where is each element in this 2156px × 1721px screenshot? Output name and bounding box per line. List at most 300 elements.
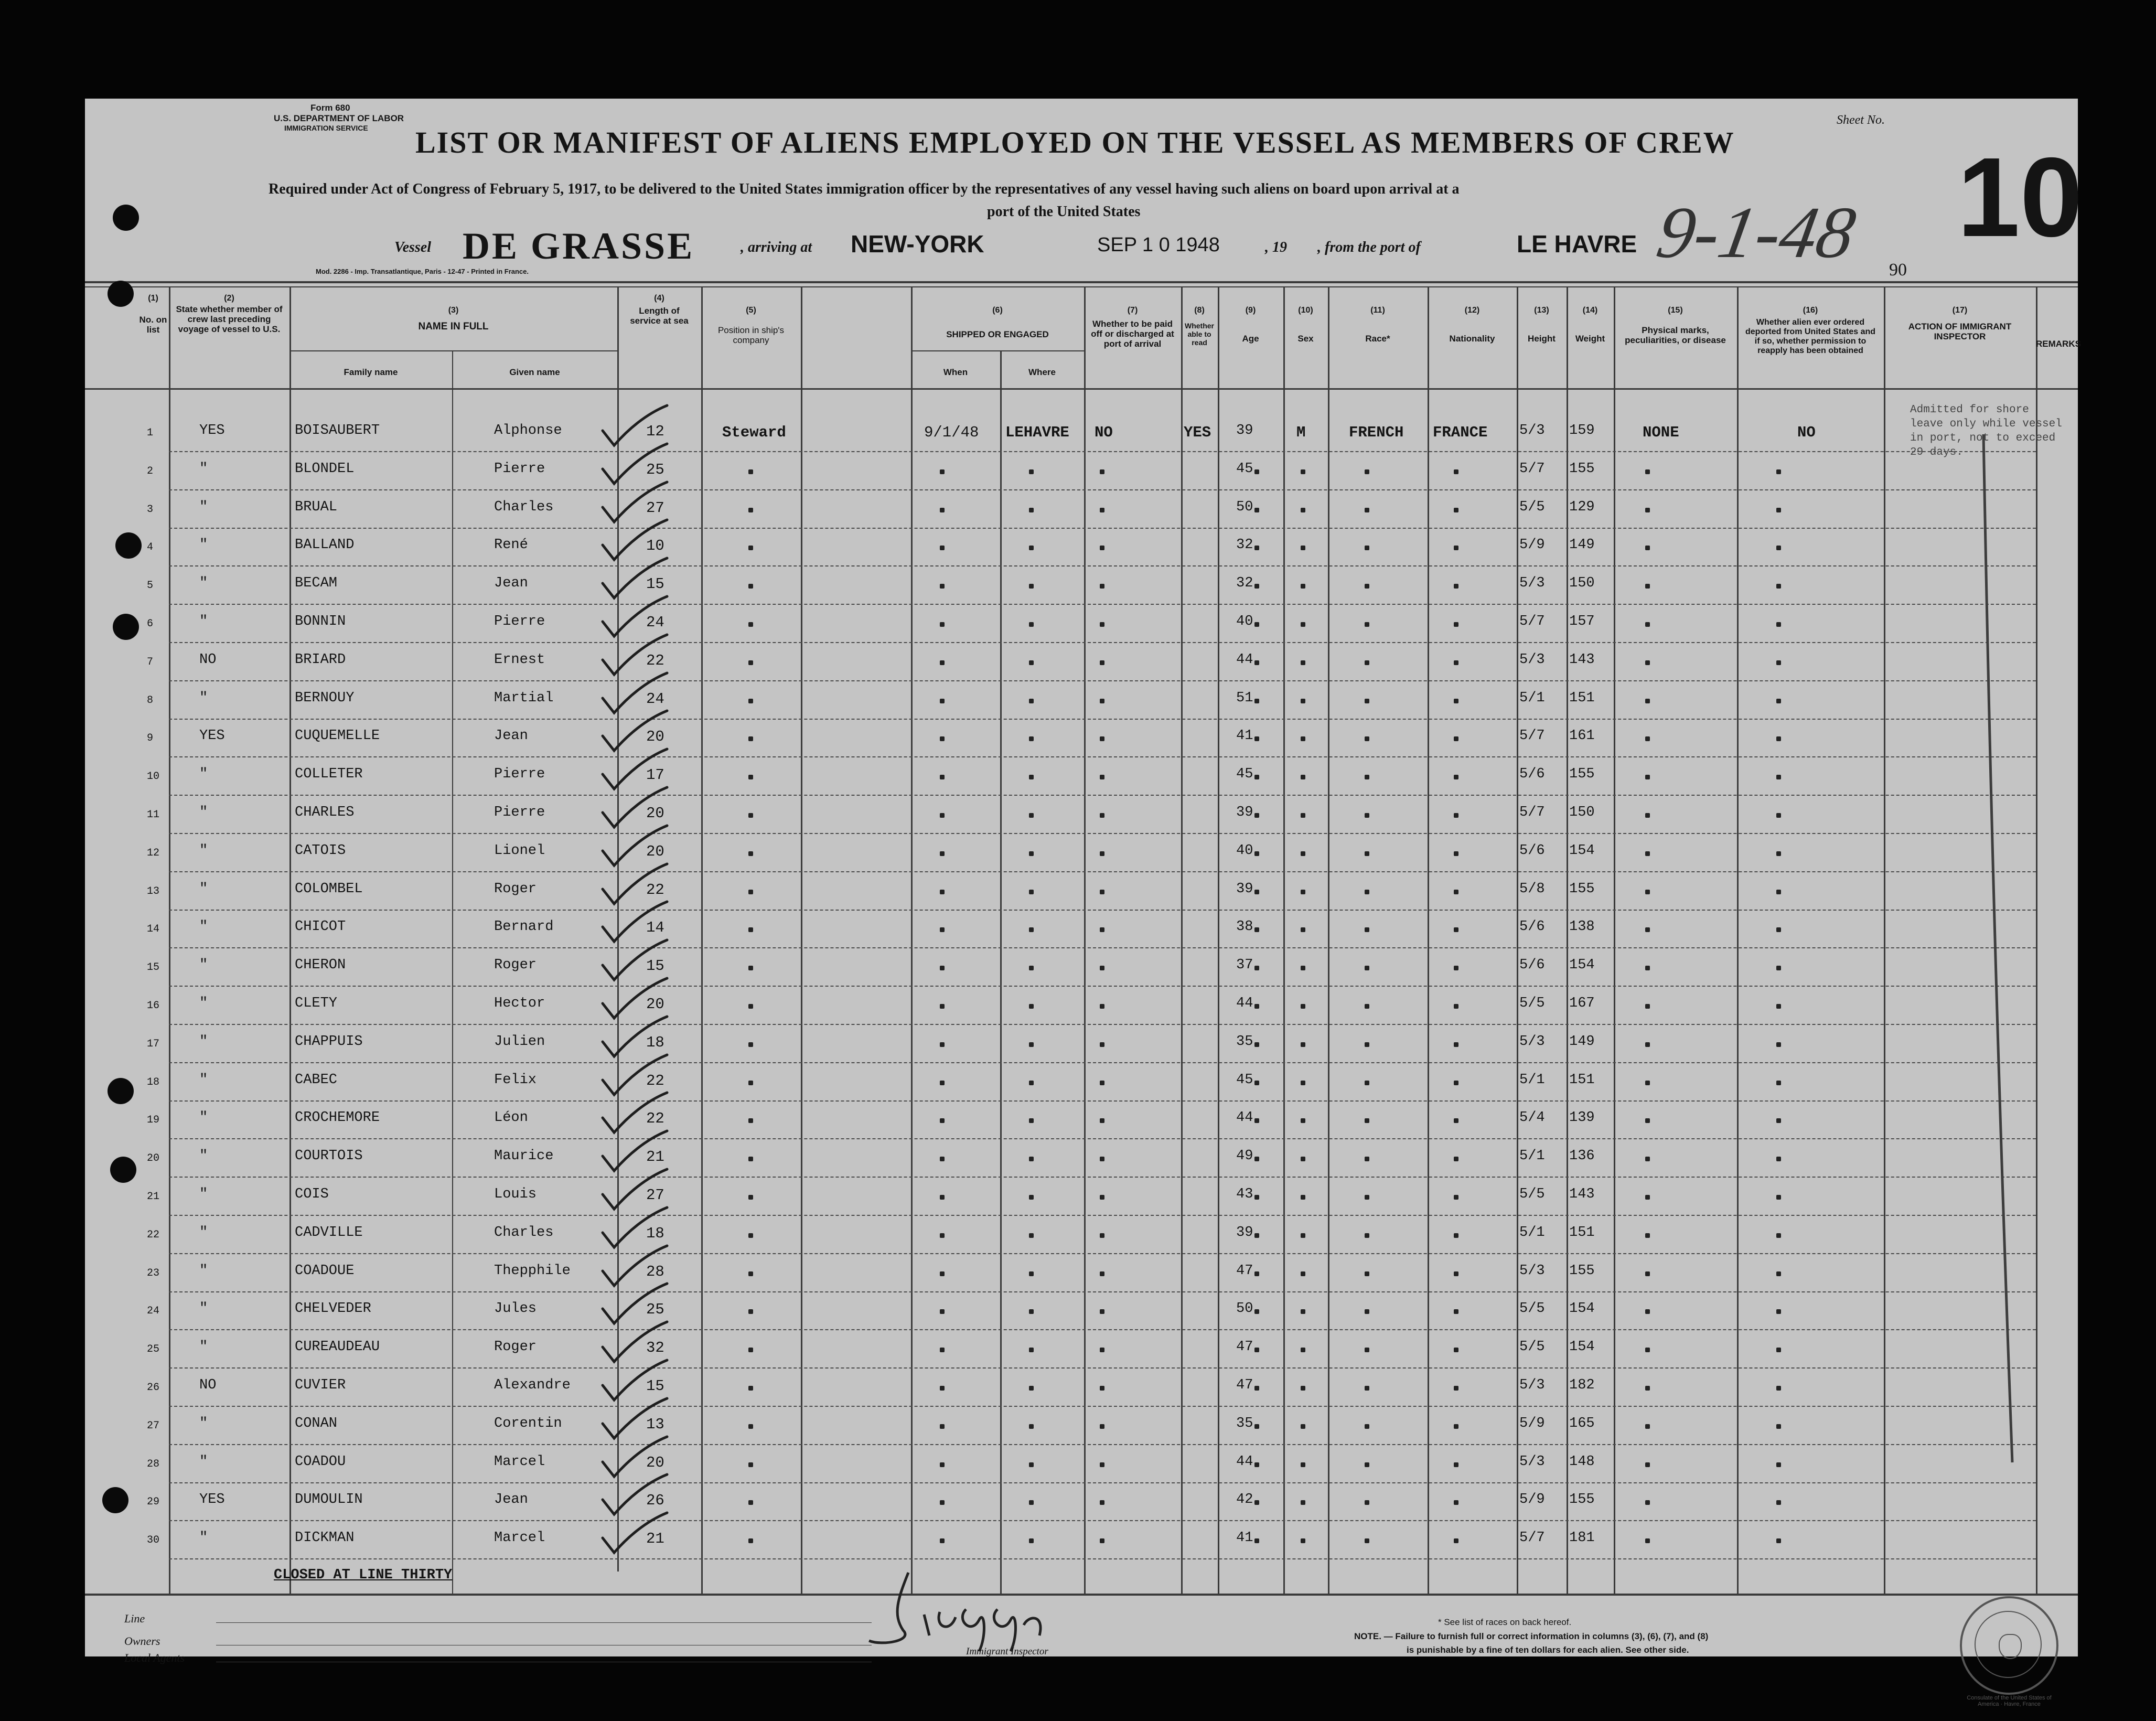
col17-label: ACTION OF IMMIGRANT INSPECTOR [1908,322,2012,341]
col4-label: Length of service at sea [630,306,689,326]
ditto-mark [1100,1309,1104,1314]
col-line-12 [1428,286,1429,1594]
ditto-mark [1254,660,1259,665]
ditto-mark [940,584,945,589]
ditto-mark [940,1538,945,1543]
col4-num: (4) [654,294,664,303]
row-previous-voyage: " [199,1415,208,1431]
ditto-mark [1645,890,1650,894]
ditto-mark [1254,927,1259,932]
ditto-mark [1365,508,1369,512]
row-service-length: 14 [646,919,664,937]
ditto-mark [748,1348,753,1352]
row-separator [169,680,2036,681]
ditto-mark [940,890,945,894]
ditto-mark [1301,546,1305,550]
row1-read: YES [1184,424,1211,441]
row-height: 5/3 [1519,1033,1545,1050]
row-family-name: CUVIER [295,1377,346,1393]
ditto-mark [1645,1233,1650,1238]
row-number: 25 [147,1343,160,1356]
punch-hole [108,1078,134,1104]
row-given-name: Louis [494,1186,537,1202]
ditto-mark [1029,1462,1034,1467]
ditto-mark [1029,1042,1034,1047]
ditto-mark [1254,1195,1259,1200]
ditto-mark [1645,622,1650,627]
ditto-mark [940,1424,945,1429]
ditto-mark [1301,1233,1305,1238]
row-service-length: 20 [646,996,664,1013]
ditto-mark [1254,966,1259,970]
ditto-mark [1029,1538,1034,1543]
row-service-length: 12 [646,423,664,440]
ditto-mark [1100,1118,1104,1123]
row-age: 39 [1236,1224,1253,1241]
ditto-mark [1645,1462,1650,1467]
row-service-length: 15 [646,1377,664,1395]
ditto-mark [1301,1118,1305,1123]
row-given-name: René [494,537,528,553]
ditto-mark [1100,813,1104,818]
from-label: , from the port of [1317,239,1421,255]
ditto-mark [1100,1462,1104,1467]
ditto-mark [1029,1195,1034,1200]
row-weight: 155 [1569,766,1595,783]
ditto-mark [1645,1538,1650,1543]
ditto-mark [1454,1462,1458,1467]
ditto-mark [1776,890,1781,894]
ditto-mark [1365,1271,1369,1276]
ditto-mark [1301,851,1305,856]
ditto-mark [1254,1462,1259,1467]
row-previous-voyage: " [199,996,208,1011]
row-family-name: BERNOUY [295,690,355,706]
ditto-mark [1301,775,1305,779]
ditto-mark [1454,1348,1458,1352]
ditto-mark [1365,1195,1369,1200]
ditto-mark [748,1042,753,1047]
row1-deported: NO [1797,424,1816,441]
ditto-mark [1454,1081,1458,1085]
ditto-mark [748,851,753,856]
ditto-mark [1454,1424,1458,1429]
row-given-name: Roger [494,1339,537,1355]
ditto-mark [940,1462,945,1467]
row-given-name: Léon [494,1110,528,1126]
ditto-mark [1776,1118,1781,1123]
row-number: 13 [147,885,160,897]
ditto-mark [1454,546,1458,550]
ditto-mark [748,890,753,894]
ditto-mark [940,1042,945,1047]
ditto-mark [940,851,945,856]
row-number: 8 [147,694,154,707]
row-family-name: CLETY [295,996,338,1011]
col17-num: (17) [1952,306,1968,315]
row-separator [169,910,2036,911]
ditto-mark [1454,699,1458,703]
footer-line-label: Line [124,1612,145,1625]
table-bottom-border [85,1594,2078,1596]
row-family-name: CADVILLE [295,1224,363,1241]
row-weight: 148 [1569,1453,1595,1470]
ditto-mark [1645,469,1650,474]
row-previous-voyage: YES [199,728,225,744]
ditto-mark [1100,775,1104,779]
sheet-label: Sheet No. [1837,113,1885,127]
col2-num: (2) [224,294,234,303]
row-previous-voyage: YES [199,423,225,439]
col-line-10 [1283,286,1285,1594]
col8-num: (8) [1194,306,1205,315]
ditto-mark [1254,1042,1259,1047]
row-number: 11 [147,809,160,821]
ditto-mark [1029,1309,1034,1314]
row-weight: 155 [1569,461,1595,477]
row-given-name: Jean [494,1492,528,1508]
ditto-mark [1029,775,1034,779]
row-weight: 161 [1569,728,1595,744]
ditto-mark [1365,622,1369,627]
row-number: 23 [147,1267,160,1279]
ditto-mark [1254,1348,1259,1352]
ditto-mark [1776,775,1781,779]
ditto-mark [1100,736,1104,741]
ditto-mark [1776,622,1781,627]
ditto-mark [1365,1500,1369,1505]
ditto-mark [1365,966,1369,970]
row-given-name: Pierre [494,766,545,783]
handwritten-date: 9-1-48 [1651,192,1861,273]
row-weight: 157 [1569,614,1595,629]
ditto-mark [1645,1042,1650,1047]
row-separator [169,528,2036,529]
row-service-length: 22 [646,1072,664,1089]
row-separator [169,451,2036,452]
arriving-label: , arriving at [741,239,812,255]
col12-num: (12) [1464,306,1480,315]
row-previous-voyage: " [199,537,208,553]
ditto-mark [1100,851,1104,856]
ditto-mark [1100,622,1104,627]
row-age: 45 [1236,1072,1253,1088]
row-age: 47 [1236,1377,1253,1393]
row-previous-voyage: " [199,1033,208,1050]
row-separator [169,1177,2036,1178]
ditto-mark [1365,890,1369,894]
row-separator [169,1215,2036,1216]
ditto-mark [1254,851,1259,856]
row-weight: 154 [1569,1339,1595,1355]
ditto-mark [1776,1309,1781,1314]
ditto-mark [1100,1233,1104,1238]
row-service-length: 15 [646,957,664,975]
ditto-mark [1365,1042,1369,1047]
ditto-mark [1254,890,1259,894]
row-height: 5/5 [1519,1186,1545,1202]
row-family-name: BALLAND [295,537,355,553]
ditto-mark [1454,927,1458,932]
col13-num: (13) [1534,306,1549,315]
ditto-mark [940,927,945,932]
ditto-mark [1776,1348,1781,1352]
ditto-mark [748,699,753,703]
ditto-mark [1365,1348,1369,1352]
row-weight: 150 [1569,805,1595,820]
row1-sex: M [1296,424,1306,441]
row-height: 5/5 [1519,499,1545,515]
row-separator [169,947,2036,948]
ditto-mark [940,508,945,512]
row-weight: 159 [1569,423,1595,439]
ditto-mark [1100,1042,1104,1047]
col16-label: Whether alien ever ordered deported from United States and if so, whether permission to reapply has been obtained [1745,318,1876,355]
ditto-mark [940,1118,945,1123]
ditto-mark [1100,469,1104,474]
row-given-name: Roger [494,881,537,897]
col6-label: SHIPPED OR ENGAGED [946,329,1049,339]
col-line-2 [289,286,291,1594]
row-service-length: 21 [646,1530,664,1548]
col-line-6 [911,286,913,1594]
punch-hole [115,532,142,559]
row1-position: Steward [722,424,786,441]
row-height: 5/5 [1519,1339,1545,1355]
ditto-mark [1029,622,1034,627]
ditto-mark [1645,1195,1650,1200]
ditto-mark [1645,1500,1650,1505]
ditto-mark [1454,622,1458,627]
col15-label: Physical marks, peculiarities, or disease [1625,325,1726,345]
ditto-mark [1100,1348,1104,1352]
ditto-mark [1254,699,1259,703]
row-height: 5/3 [1519,1453,1545,1470]
row-given-name: Pierre [494,805,545,820]
row-family-name: CUQUEMELLE [295,728,380,744]
ditto-mark [1100,1157,1104,1161]
col14-num: (14) [1582,306,1598,315]
row-height: 5/3 [1519,575,1545,592]
row-number: 21 [147,1191,160,1203]
row-weight: 154 [1569,957,1595,974]
note-line-2: is punishable by a fine of ten dollars for each alien. See other side. [1407,1645,1689,1655]
ditto-mark [1776,1424,1781,1429]
ditto-mark [1301,890,1305,894]
ditto-mark [748,966,753,970]
ditto-mark [1645,546,1650,550]
row-separator [169,1024,2036,1025]
row-age: 47 [1236,1339,1253,1355]
row-weight: 139 [1569,1110,1595,1126]
row-given-name: Corentin [494,1415,562,1431]
ditto-mark [1301,622,1305,627]
row-age: 45 [1236,461,1253,477]
ditto-mark [1776,736,1781,741]
consulate-seal [1960,1596,2058,1707]
row-service-length: 22 [646,1110,664,1128]
ditto-mark [1029,890,1034,894]
row-service-length: 10 [646,537,664,555]
ditto-mark [940,469,945,474]
col-line-16 [1737,286,1739,1594]
printer-line: Mod. 2286 - Imp. Transatlantique, Paris - 12-47 - Printed in France. [316,268,529,275]
row-weight: 149 [1569,1033,1595,1050]
ditto-mark [1100,1386,1104,1391]
row-age: 44 [1236,1453,1253,1470]
ditto-mark [1100,966,1104,970]
col11-num: (11) [1370,306,1385,315]
row-number: 10 [147,771,160,783]
remarks-label: REMARKS [2036,339,2081,349]
ditto-mark [748,584,753,589]
col-line-5 [801,286,802,1594]
ditto-mark [748,813,753,818]
date-stamp: SEP 1 0 1948 [1097,234,1220,256]
row-number: 30 [147,1534,160,1547]
row-age: 39 [1236,423,1253,439]
ditto-mark [1776,699,1781,703]
row-previous-voyage: " [199,1148,208,1164]
ditto-mark [748,1233,753,1238]
col16-num: (16) [1803,306,1818,315]
ditto-mark [1100,1538,1104,1543]
row-age: 39 [1236,805,1253,820]
row-number: 20 [147,1152,160,1165]
col-line-14 [1567,286,1568,1594]
ditto-mark [1301,1157,1305,1161]
ditto-mark [1254,469,1259,474]
row-separator [169,642,2036,643]
ditto-mark [1029,1118,1034,1123]
ditto-mark [1301,584,1305,589]
punch-hole [113,614,139,640]
ditto-mark [748,1462,753,1467]
col12-label: Nationality [1449,334,1495,344]
row-previous-voyage: " [199,1072,208,1088]
ditto-mark [1776,851,1781,856]
row1-marks: NONE [1643,424,1679,441]
row-weight: 150 [1569,575,1595,592]
ditto-mark [748,1081,753,1085]
ditto-mark [1029,927,1034,932]
shipped-subheader-line [911,350,1084,351]
col15-num: (15) [1668,306,1683,315]
row-weight: 155 [1569,1492,1595,1508]
row-service-length: 25 [646,461,664,478]
ditto-mark [1254,1004,1259,1009]
row-height: 5/1 [1519,1148,1545,1164]
row-number: 2 [147,465,154,477]
row-given-name: Thepphile [494,1263,571,1279]
ditto-mark [1301,1004,1305,1009]
footer-owners-label: Owners [124,1634,160,1648]
col10-num: (10) [1298,306,1313,315]
ditto-mark [1029,546,1034,550]
row-separator [169,489,2036,490]
name-divider [452,350,453,1594]
row-given-name: Marcel [494,1453,545,1470]
ditto-mark [1454,1538,1458,1543]
ditto-mark [1365,775,1369,779]
row-number: 16 [147,1000,160,1012]
row-family-name: BRUAL [295,499,338,515]
row-family-name: CABEC [295,1072,338,1088]
row-family-name: CONAN [295,1415,338,1431]
ditto-mark [1029,1233,1034,1238]
ditto-mark [1645,699,1650,703]
row-height: 5/7 [1519,805,1545,820]
row-height: 5/6 [1519,919,1545,935]
row-separator [169,1291,2036,1292]
ditto-mark [1100,699,1104,703]
row-given-name: Julien [494,1033,545,1050]
row-separator [169,1100,2036,1102]
ditto-mark [1645,966,1650,970]
row-weight: 143 [1569,1186,1595,1202]
ditto-mark [1645,508,1650,512]
row-service-length: 24 [646,690,664,708]
row-height: 5/6 [1519,766,1545,783]
row-separator [169,1138,2036,1139]
row-previous-voyage: YES [199,1492,225,1508]
row-family-name: CHAPPUIS [295,1033,363,1050]
ditto-mark [940,546,945,550]
ditto-mark [1454,508,1458,512]
col8-label: Whether able to read [1185,322,1214,347]
row-service-length: 20 [646,842,664,860]
ditto-mark [1776,927,1781,932]
ditto-mark [1365,736,1369,741]
row-given-name: Alphonse [494,423,562,439]
ditto-mark [1645,813,1650,818]
row-number: 7 [147,656,154,668]
ditto-mark [1301,469,1305,474]
row-age: 41 [1236,728,1253,744]
ditto-mark [1301,927,1305,932]
ditto-mark [1776,813,1781,818]
row-age: 43 [1236,1186,1253,1202]
ditto-mark [1454,1386,1458,1391]
ditto-mark [1454,1157,1458,1161]
row-weight: 149 [1569,537,1595,553]
row-separator [169,1329,2036,1330]
ditto-mark [1365,469,1369,474]
ditto-mark [1776,1386,1781,1391]
ditto-mark [1301,1386,1305,1391]
row-given-name: Alexandre [494,1377,571,1393]
row-service-length: 27 [646,499,664,517]
col6-when: When [943,367,968,377]
ditto-mark [1254,622,1259,627]
col11-label: Race* [1365,334,1390,344]
row-weight: 155 [1569,1263,1595,1279]
ditto-mark [1254,508,1259,512]
punch-hole [102,1487,128,1513]
row-family-name: BECAM [295,575,338,592]
col9-num: (9) [1245,306,1256,315]
row-previous-voyage: " [199,1339,208,1355]
row1-race: FRENCH [1349,424,1404,441]
row-weight: 155 [1569,881,1595,897]
col-line-9 [1218,286,1219,1594]
ditto-mark [1029,469,1034,474]
ditto-mark [1776,1195,1781,1200]
row-previous-voyage: " [199,1110,208,1126]
row-height: 5/3 [1519,1377,1545,1393]
row-height: 5/4 [1519,1110,1545,1126]
ditto-mark [748,1004,753,1009]
